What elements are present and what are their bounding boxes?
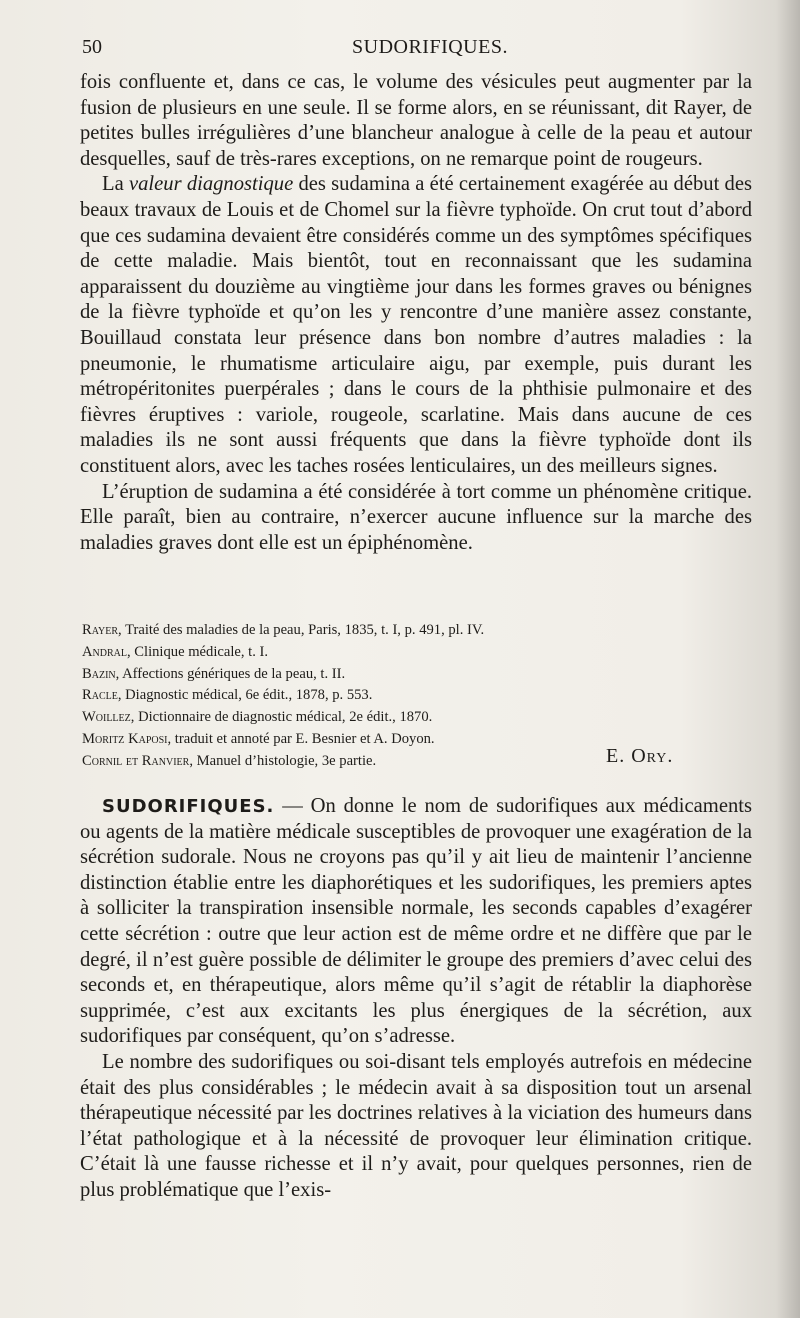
paragraph-diagnostic-value: [80, 172, 752, 479]
reference-item: [82, 642, 742, 664]
reference-author: Moritz Kaposi: [82, 730, 168, 747]
page-number: 50: [82, 36, 102, 58]
entry-headword: SUDORIFIQUES.: [102, 796, 275, 817]
reference-item: [82, 685, 742, 707]
reference-author: Cornil et Ranvier: [82, 752, 190, 769]
reference-item: [82, 707, 742, 729]
italic-term: valeur diagnostique: [128, 173, 294, 196]
reference-text: , Manuel d’histologie, 3e partie.: [189, 752, 377, 769]
paragraph-rest: — On donne le nom de sudorifiques aux médicaments ou agents de la matière médicale susceptibles de provoquer une exagération de la sécrétion sudorale. Nous ne croyons pas qu’il y ait lieu de maintenir l’ancienne distinction établie entre les diaphorétiques et les sudorifiques, les premiers aptes à solliciter la transpiration insensible normale, les seconds capables d’exagérer cette sécrétion : outre que leur action est de même ordre et ne diffère que par le degré, il n’est guère possible de délimiter le groupe des premiers d’avec celui des seconds et, en thérapeutique, alors même qu’il s’agit de rétablir la diaphorèse supprimée, c’est aux excitants les plus énergiques de la sécrétion, aux sudorifiques par conséquent, qu’on s’adresse.: [80, 795, 752, 1048]
sudamina-text: [80, 70, 752, 556]
reference-text: , Clinique médicale, t. I.: [126, 643, 269, 660]
reference-text: , Traité des maladies de la peau, Paris, 1835, t. I, p. 491, pl. IV.: [118, 622, 485, 638]
reference-item: [82, 664, 742, 686]
reference-text: , Affections génériques de la peau, t. II.: [115, 665, 346, 682]
reference-author: Bazin: [82, 665, 116, 682]
reference-text: , Diagnostic médical, 6e édit., 1878, p. 553.: [117, 687, 373, 704]
author-signature: E. Ory.: [606, 745, 674, 767]
paragraph-definition: [80, 794, 752, 1050]
reference-text: , Dictionnaire de diagnostic médical, 2e édit., 1870.: [130, 709, 433, 726]
paragraph-rest: des sudamina a été certainement exagérée au début des beaux travaux de Louis et de Chomel sur la fièvre typhoïde. On crut tout d’abord que ces sudamina devaient être considérés comme un des symptômes spécifiques de cette maladie. Mais bientôt, tout en reconnaissant que les sudamina apparaissent du douzième au vingtième jour dans les formes graves ou bénignes de la fièvre typhoïde et qu’on les y rencontre d’une manière assez constante, Bouillaud constata leur présence dans bon nombre d’autres maladies : la pneumonie, le rhumatisme articulaire aigu, par exemple, puis durant les métropéritonites puerpérales ; dans le cours de la phthisie pulmonaire et des fièvres éruptives : variole, rougeole, scarlatine. Mais dans aucune de ces maladies ils ne sont aussi fréquents que dans la fièvre typhoïde dont ils constituent alors, avec les taches rosées lenticulaires, un des meilleurs signes.: [80, 173, 752, 477]
reference-author: Racle: [82, 687, 118, 704]
paragraph: Le nombre des sudorifiques ou soi-disant tels employés autrefois en médecine était des plus considérables ; le médecin avait à sa disposition tout un arsenal thérapeutique nécessité par les doctrines relatives à la viciation des humeurs dans l’état pathologique et à la nécessité de provoquer leur élimination critique. C’était là une fausse richesse et il n’y avait, pour quelques personnes, rien de plus problématique que l’exis-: [80, 1050, 752, 1201]
sudorifiques-text: [80, 794, 752, 1204]
reference-author: Rayer: [82, 622, 119, 638]
paragraph-lead: La: [102, 173, 129, 196]
paragraph: fois confluente et, dans ce cas, le volume des vésicules peut augmenter par la fusion de plusieurs en une seule. Il se forme alors, en se réunissant, dit Rayer, de petites bulles irrégulières d’une blancheur analogue à celle de la peau et autour desquelles, sauf de très-rares exceptions, on ne remarque point de rougeurs.: [80, 71, 752, 170]
running-title: SUDORIFIQUES.: [352, 36, 508, 58]
paragraph: L’éruption de sudamina a été considérée à tort comme un phénomène critique. Elle paraît, bien au contraire, n’exercer aucune influence sur la marche des maladies graves dont elle est un épiphénomène.: [80, 480, 752, 554]
reference-item: [82, 620, 742, 642]
reference-text: , traduit et annoté par E. Besnier et A. Doyon.: [167, 730, 435, 747]
reference-author: Woillez: [82, 709, 131, 726]
reference-author: Andral: [82, 643, 127, 660]
